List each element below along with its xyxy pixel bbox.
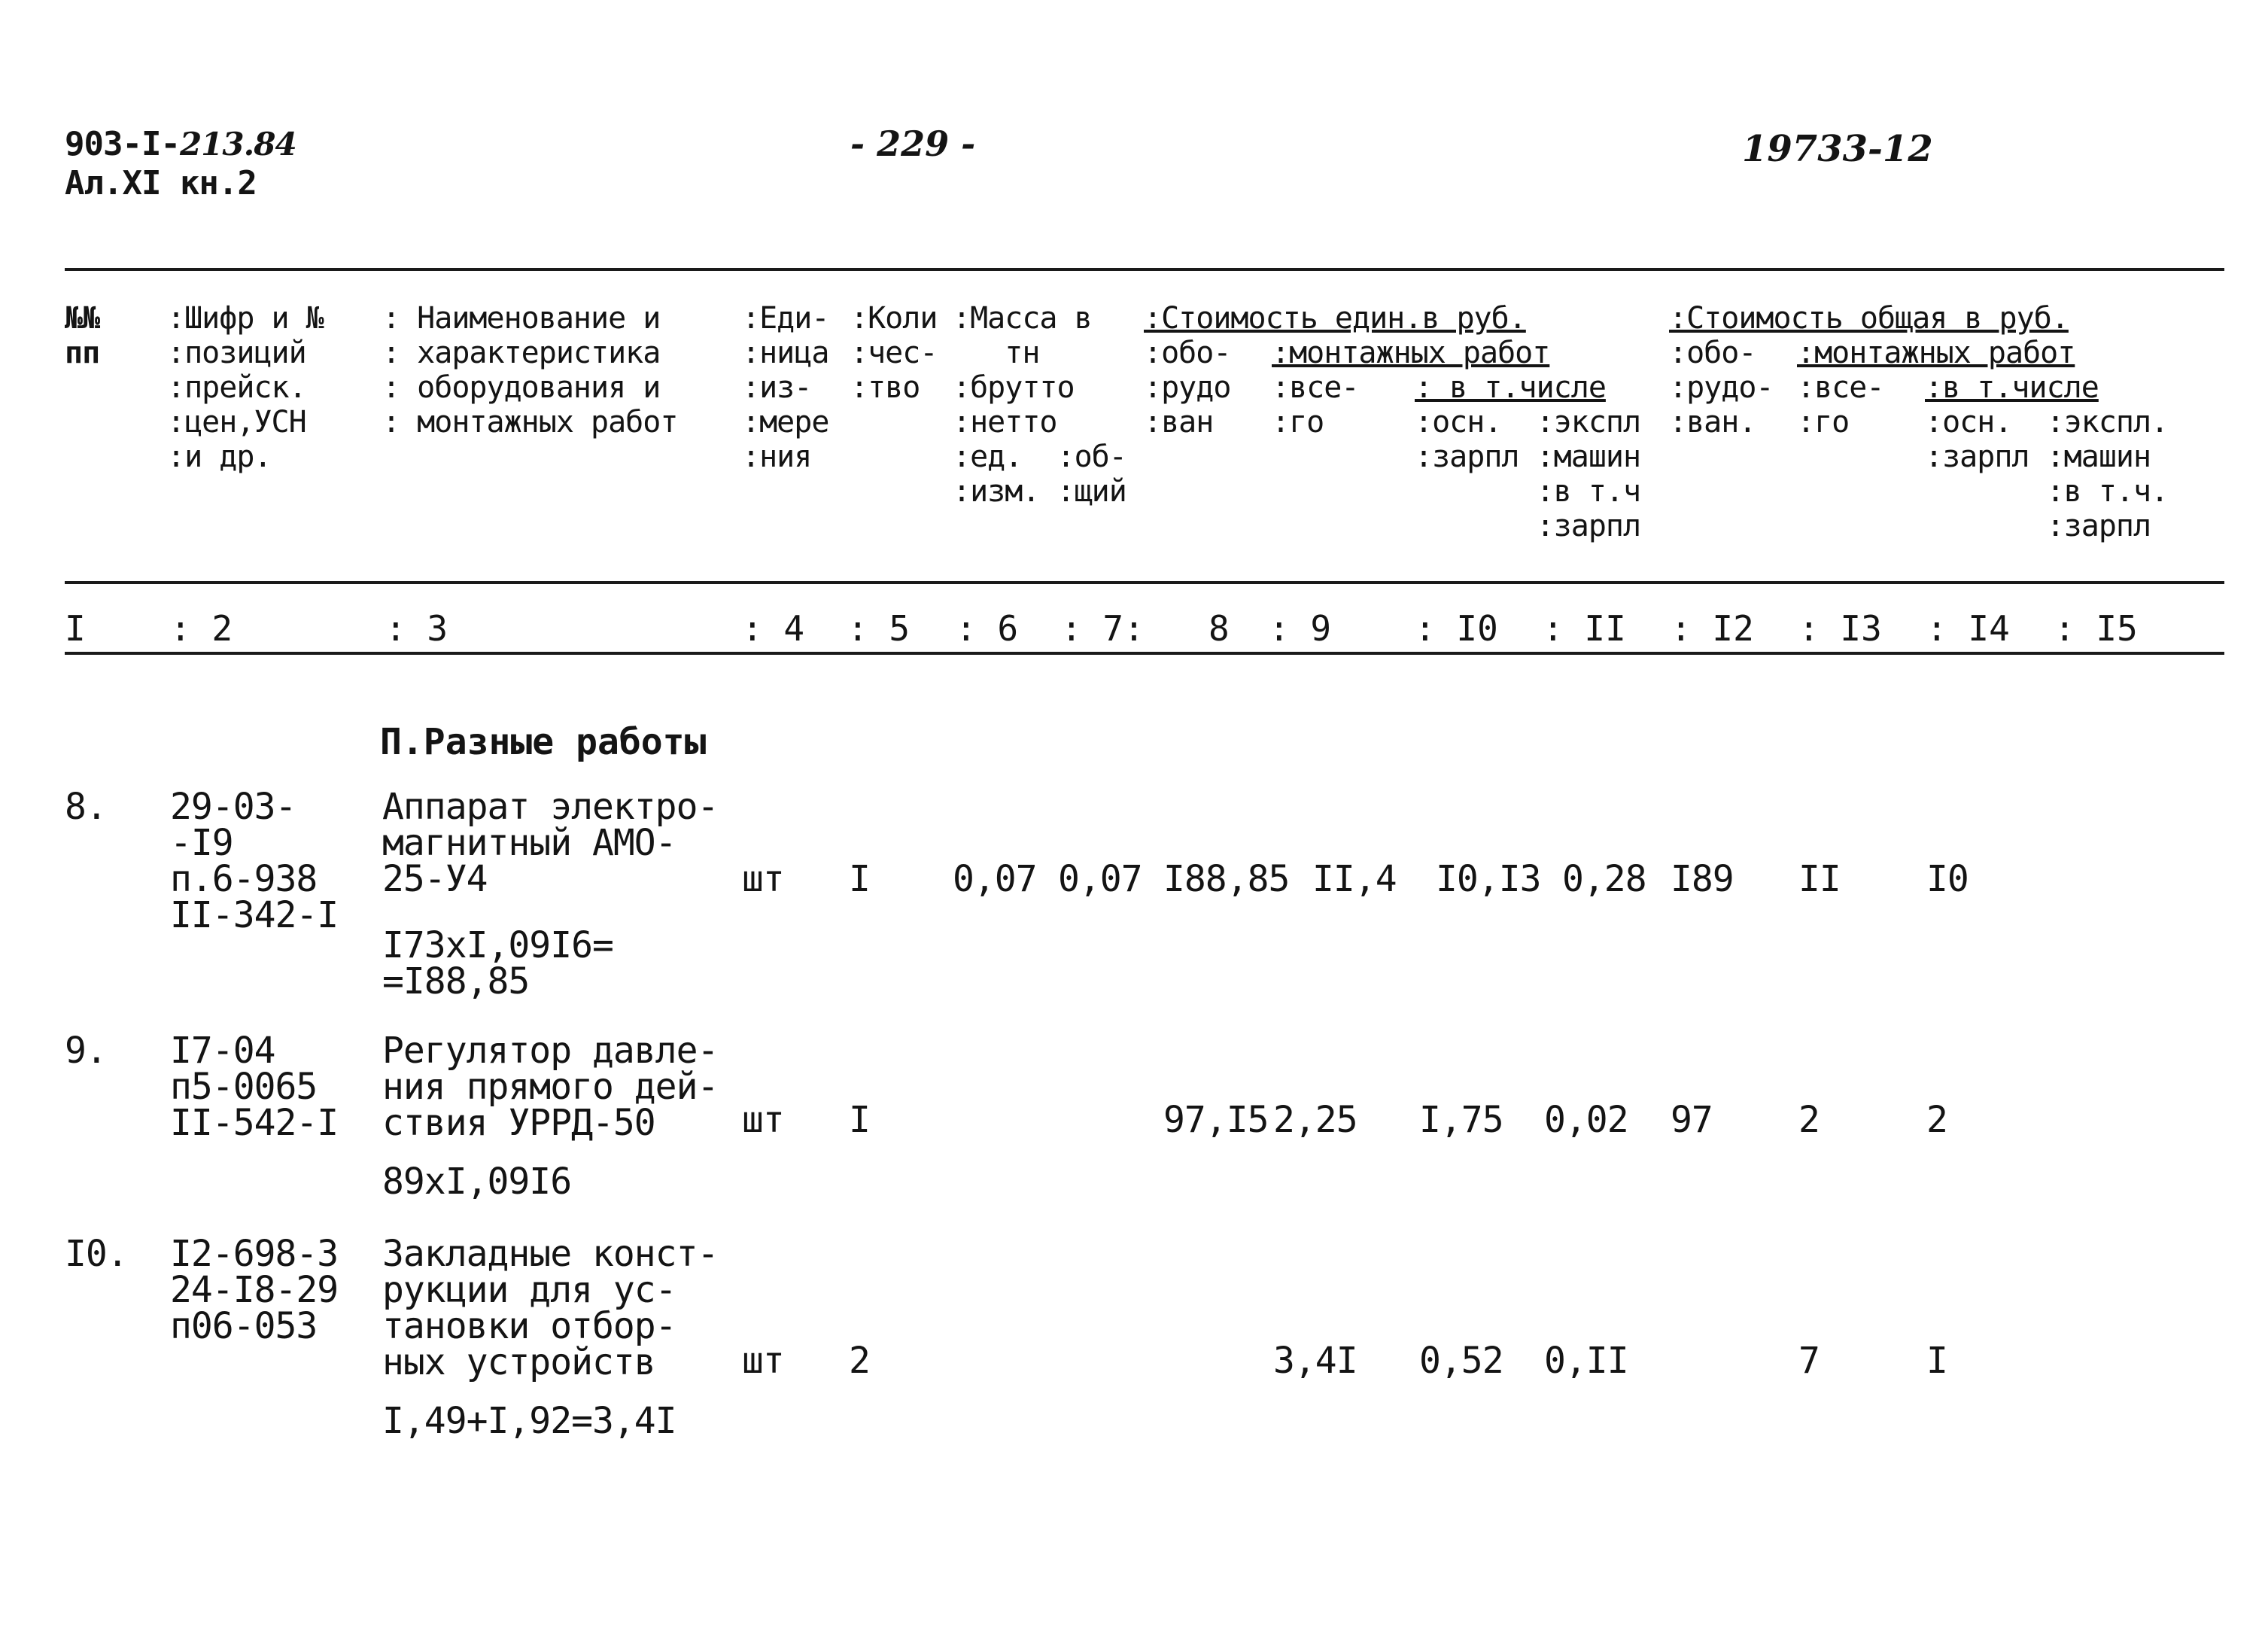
row-mount-base-wage: 0,52	[1419, 1340, 1503, 1382]
row-total-base-wage: I0	[1926, 858, 1969, 900]
page-number: - 229 -	[850, 123, 976, 164]
col-header-total-mount-all: :все- :го	[1797, 370, 1884, 440]
column-number: : 7:	[1061, 608, 1145, 649]
col-header-name: : Наименование и : характеристика : оборудования и : монтажных работ	[382, 301, 678, 440]
col-header-total-mount-title: :монтажных работ	[1797, 336, 2075, 370]
row-mount-base-wage: I0,I3	[1436, 858, 1541, 900]
col-header-unit-incl-title: : в т.числе	[1415, 370, 1606, 405]
row-calculation: I,49+I,92=3,4I	[382, 1400, 676, 1442]
row-calculation: I73xI,09I6= =I88,85	[382, 924, 613, 1003]
row-mount-all: 2,25	[1273, 1099, 1357, 1141]
col-header-total-incl-title: :в т.числе	[1925, 370, 2099, 405]
col-header-unit: :Еди- :ница :из- :мере :ния	[742, 301, 829, 474]
col-header-unit-mount-title: :монтажных работ	[1272, 336, 1550, 370]
row-number: 8.	[65, 786, 107, 828]
row-code: I2-698-3 24-I8-29 п06-053	[170, 1233, 339, 1347]
column-numbers-rule	[65, 652, 2224, 655]
row-equipment-total: I89	[1671, 858, 1734, 900]
column-number: : I5	[2054, 608, 2138, 649]
document-code-handwritten: 213.84	[179, 126, 296, 163]
column-number: I	[65, 608, 86, 649]
row-calculation: 89xI,09I6	[382, 1161, 572, 1203]
header-bottom-rule	[65, 581, 2224, 584]
column-number: : I0	[1415, 608, 1498, 649]
col-header-number: №№ пп	[65, 301, 100, 370]
col-header-total-equipment: :обо- :рудо- :ван.	[1669, 336, 1774, 440]
col-header-total-cost-title: :Стоимость общая в руб.	[1669, 301, 2069, 336]
row-code: 29-03- -I9 п.6-938 II-342-I	[170, 786, 339, 936]
archive-number: 19733-12	[1742, 128, 1933, 170]
col-header-code: :Шифр и № :позиций :прейск. :цен,УСН :и др.	[167, 301, 324, 474]
row-equipment-unit-cost: 97,I5	[1163, 1099, 1269, 1141]
column-number: : 6	[956, 608, 1019, 649]
row-unit: шт	[742, 858, 784, 900]
column-number: 8	[1208, 608, 1230, 649]
row-unit: шт	[742, 1099, 784, 1141]
row-mount-all: II,4	[1312, 858, 1397, 900]
document-code	[65, 126, 296, 163]
row-total-base-wage: 2	[1926, 1099, 1947, 1141]
column-number: : 2	[170, 608, 233, 649]
column-number: : 9	[1269, 608, 1332, 649]
column-number: : 5	[847, 608, 911, 649]
row-number: 9.	[65, 1030, 107, 1072]
row-mount-machines: 0,II	[1544, 1340, 1628, 1382]
row-mass-unit: 0,07	[953, 858, 1037, 900]
row-mount-machines: 0,28	[1562, 858, 1646, 900]
column-number: : I3	[1798, 608, 1882, 649]
col-header-quantity: :Коли :чес- :тво	[850, 301, 938, 405]
row-total-all: II	[1798, 858, 1841, 900]
row-name: Регулятор давле- ния прямого дей- ствия УРРД-50	[382, 1030, 719, 1144]
row-total-all: 2	[1798, 1099, 1820, 1141]
row-mount-machines: 0,02	[1544, 1099, 1628, 1141]
col-header-mass: :Масса в тн :брутто :нетто :ед. :об- :изм. :щий	[953, 301, 1126, 509]
row-mount-all: 3,4I	[1273, 1340, 1357, 1382]
row-total-base-wage: I	[1926, 1340, 1947, 1382]
column-number: : 4	[742, 608, 805, 649]
col-header-unit-cost-title: :Стоимость един.в руб.	[1144, 301, 1526, 336]
row-total-all: 7	[1798, 1340, 1820, 1382]
document-code-printed: 903-I-	[65, 125, 180, 163]
column-number: : II	[1543, 608, 1626, 649]
row-quantity: 2	[849, 1340, 870, 1382]
row-unit: шт	[742, 1340, 784, 1382]
section-title: П.Разные работы	[380, 721, 707, 763]
row-number: I0.	[65, 1233, 128, 1275]
col-header-unit-equipment: :обо- :рудо :ван	[1144, 336, 1231, 440]
row-equipment-unit-cost: I88,85	[1163, 858, 1290, 900]
column-number: : I2	[1671, 608, 1754, 649]
row-mount-base-wage: I,75	[1419, 1099, 1503, 1141]
column-number: : I4	[1926, 608, 2010, 649]
row-mass-total: 0,07	[1058, 858, 1142, 900]
row-code: I7-04 п5-0065 II-542-I	[170, 1030, 339, 1144]
header-top-rule	[65, 268, 2224, 271]
row-quantity: I	[849, 1099, 870, 1141]
col-header-total-incl: :осн. :экспл. :зарпл :машин :в т.ч. :зарпл	[1925, 405, 2169, 543]
row-name: Аппарат электро- магнитный АМО- 25-У4	[382, 786, 719, 900]
row-quantity: I	[849, 858, 870, 900]
album-label: Ал.XI кн.2	[65, 164, 257, 202]
row-equipment-total: 97	[1671, 1099, 1713, 1141]
col-header-unit-mount-all: :все- :го	[1272, 370, 1359, 440]
col-header-unit-incl: :осн. :экспл :зарпл :машин :в т.ч :зарпл	[1415, 405, 1641, 543]
column-number: : 3	[385, 608, 448, 649]
row-name: Закладные конст- рукции для ус- тановки отбор- ных устройств	[382, 1233, 719, 1383]
